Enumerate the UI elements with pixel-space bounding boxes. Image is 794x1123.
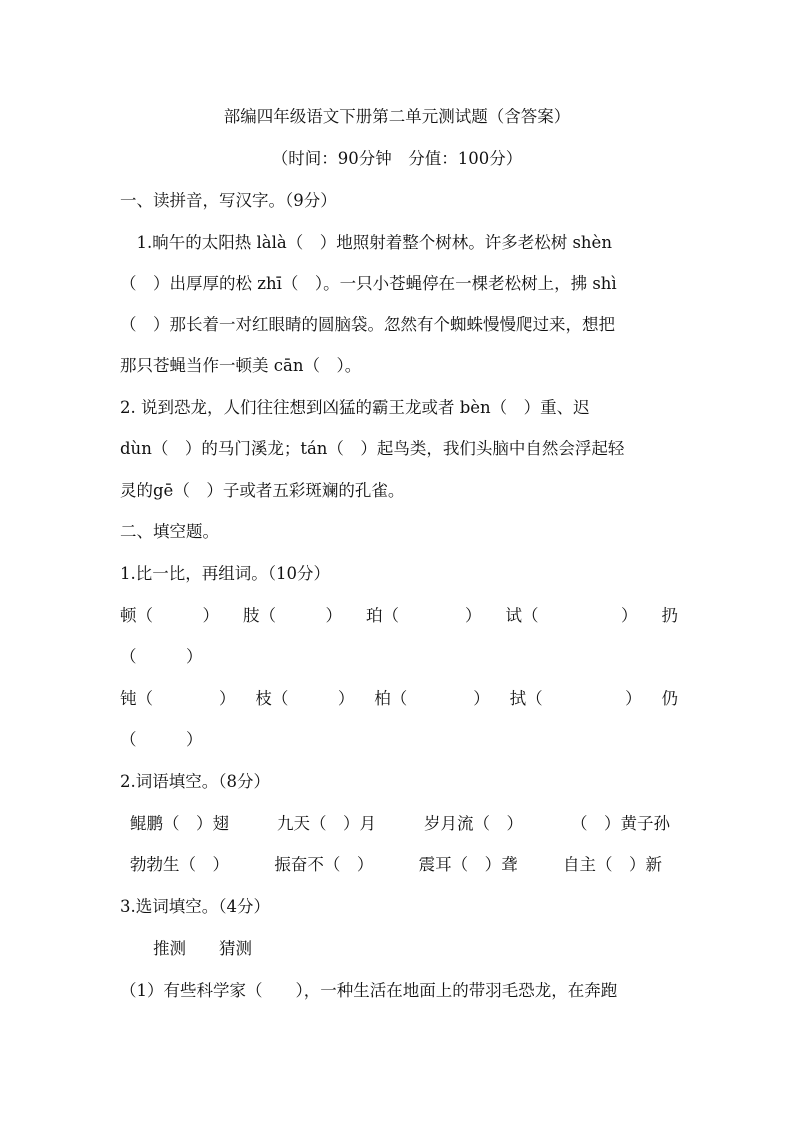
idiom-item: 九天（ ）月 [277,814,376,833]
compare-item: 拭（ ） [509,689,642,708]
compare-row-1-wrap: （ ） [120,647,203,666]
q1-line-1: 1.晌午的太阳热 làlà（ ）地照射着整个树林。许多老松树 shèn [120,233,612,252]
s2-q2-heading: 2.词语填空。（8分） [120,772,270,791]
idiom-item: 岁月流（ ） [424,814,523,833]
q2-line-2: dùn（ ）的马门溪龙；tán（ ）起鸟类，我们头脑中自然会浮起轻 [120,439,625,458]
compare-item: 枝（ ） [255,689,355,708]
idiom-item: 自主（ ）新 [562,855,662,874]
compare-item: 顿（ ） [120,606,219,625]
compare-item: 扔 [661,606,678,625]
idiom-row-1 [130,813,670,835]
idiom-row-2 [130,854,662,876]
section1-heading: 一、读拼音，写汉字。（9分） [120,191,337,210]
q2-line-3: 灵的gē（ ）子或者五彩斑斓的孔雀。 [120,481,405,500]
idiom-item: 勃勃生（ ） [130,855,229,874]
idiom-item: 震耳（ ）聋 [418,855,518,874]
compare-row-2 [120,688,678,710]
section2-heading: 二、填空题。 [120,522,219,541]
idiom-item: （ ）黄子孙 [571,814,670,833]
s2-q3-item-1: （1）有些科学家（ ），一种生活在地面上的带羽毛恐龙，在奔跑 [120,981,618,1000]
compare-row-1 [120,605,678,627]
compare-row-2-wrap: （ ） [120,730,203,749]
q1-line-3: （ ）那长着一对红眼睛的圆脑袋。忽然有个蜘蛛慢慢爬过来，想把 [120,315,615,334]
compare-item: 柏（ ） [374,689,490,708]
s2-q3-heading: 3.选词填空。（4分） [120,897,270,916]
q1-line-4: 那只苍蝇当作一顿美 cān（ ）。 [120,356,362,375]
idiom-item: 鲲鹏（ ）翅 [130,814,229,833]
compare-item: 珀（ ） [366,606,482,625]
q2-line-1: 2. 说到恐龙，人们往往想到凶猛的霸王龙或者 bèn（ ）重、迟 [120,398,590,417]
page-title: 部编四年级语文下册第二单元测试题（含答案） [223,107,571,126]
word-options: 推测 猜测 [120,939,252,958]
compare-item: 试（ ） [505,606,638,625]
compare-item: 钝（ ） [120,689,236,708]
page-subtitle: （时间：90分钟 分值：100分） [271,149,523,168]
s2-q1-heading: 1.比一比，再组词。（10分） [120,564,330,583]
idiom-item: 振奋不（ ） [274,855,374,874]
compare-item: 肢（ ） [243,606,342,625]
q1-line-2: （ ）出厚厚的松 zhī（ ）。一只小苍蝇停在一棵老松树上，拂 shì [120,274,617,293]
compare-item: 仍 [661,689,678,708]
